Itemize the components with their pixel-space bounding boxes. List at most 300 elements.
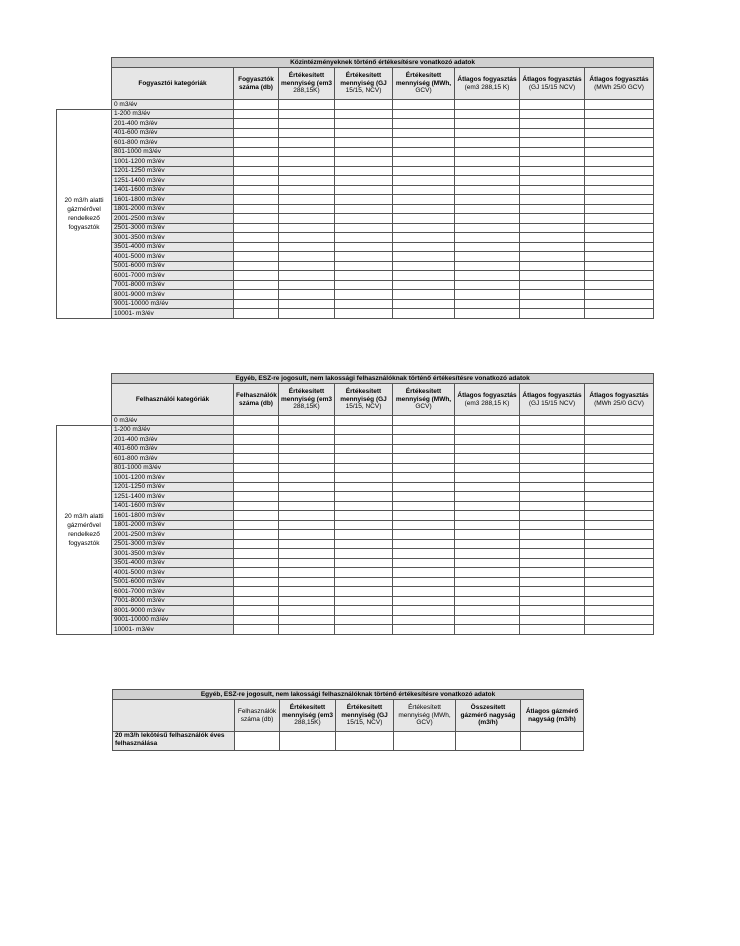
data-cell[interactable] (335, 625, 393, 635)
data-cell[interactable] (393, 520, 455, 530)
data-cell[interactable] (234, 261, 279, 271)
data-cell[interactable] (393, 261, 455, 271)
data-cell[interactable] (455, 166, 520, 176)
data-cell[interactable] (335, 492, 393, 502)
data-cell[interactable] (279, 290, 335, 300)
data-cell[interactable] (279, 195, 335, 205)
data-cell[interactable] (335, 109, 393, 119)
data-cell[interactable] (455, 539, 520, 549)
data-cell[interactable] (234, 587, 279, 597)
data-cell[interactable] (234, 577, 279, 587)
data-cell[interactable] (335, 587, 393, 597)
data-cell[interactable] (455, 147, 520, 157)
data-cell[interactable] (520, 587, 585, 597)
data-cell[interactable] (393, 482, 455, 492)
data-cell[interactable] (393, 157, 455, 167)
data-cell[interactable] (279, 242, 335, 252)
data-cell[interactable] (520, 558, 585, 568)
data-cell[interactable] (520, 473, 585, 483)
data-cell[interactable] (393, 252, 455, 262)
data-cell[interactable] (520, 242, 585, 252)
data-cell[interactable] (393, 109, 455, 119)
data-cell[interactable] (585, 100, 654, 110)
data-cell[interactable] (520, 577, 585, 587)
data-cell[interactable] (335, 463, 393, 473)
data-cell[interactable] (335, 309, 393, 319)
data-cell[interactable] (234, 138, 279, 148)
data-cell[interactable] (335, 100, 393, 110)
data-cell[interactable] (279, 271, 335, 281)
data-cell[interactable] (393, 530, 455, 540)
data-cell[interactable] (585, 473, 654, 483)
data-cell[interactable] (585, 416, 654, 426)
data-cell[interactable] (234, 596, 279, 606)
data-cell[interactable] (279, 100, 335, 110)
data-cell[interactable] (234, 606, 279, 616)
data-cell[interactable] (520, 223, 585, 233)
data-cell[interactable] (455, 100, 520, 110)
data-cell[interactable] (455, 577, 520, 587)
data-cell[interactable] (335, 549, 393, 559)
data-cell[interactable] (585, 176, 654, 186)
data-cell[interactable] (234, 568, 279, 578)
data-cell[interactable] (393, 596, 455, 606)
data-cell[interactable] (335, 185, 393, 195)
data-cell[interactable] (455, 195, 520, 205)
data-cell[interactable] (455, 299, 520, 309)
data-cell[interactable] (455, 425, 520, 435)
data-cell[interactable] (393, 615, 455, 625)
data-cell[interactable] (585, 444, 654, 454)
data-cell[interactable] (335, 558, 393, 568)
data-cell[interactable] (393, 587, 455, 597)
data-cell[interactable] (455, 109, 520, 119)
data-cell[interactable] (520, 501, 585, 511)
data-cell[interactable] (234, 435, 279, 445)
data-cell[interactable] (455, 606, 520, 616)
data-cell[interactable] (393, 176, 455, 186)
data-cell[interactable] (279, 530, 335, 540)
data-cell[interactable] (335, 454, 393, 464)
data-cell[interactable] (520, 463, 585, 473)
data-cell[interactable] (393, 100, 455, 110)
data-cell[interactable] (455, 482, 520, 492)
data-cell[interactable] (393, 625, 455, 635)
data-cell[interactable] (455, 568, 520, 578)
data-cell[interactable] (335, 166, 393, 176)
data-cell[interactable] (585, 558, 654, 568)
data-cell[interactable] (393, 214, 455, 224)
data-cell[interactable] (234, 166, 279, 176)
data-cell[interactable] (585, 435, 654, 445)
data-cell[interactable] (234, 233, 279, 243)
data-cell[interactable] (520, 299, 585, 309)
data-cell[interactable] (393, 416, 455, 426)
data-cell[interactable] (585, 530, 654, 540)
data-cell[interactable] (234, 280, 279, 290)
data-cell[interactable] (279, 299, 335, 309)
data-cell[interactable] (585, 261, 654, 271)
data-cell[interactable] (520, 482, 585, 492)
data-cell[interactable] (279, 252, 335, 262)
data-cell[interactable] (393, 280, 455, 290)
data-cell[interactable] (520, 100, 585, 110)
data-cell[interactable] (279, 473, 335, 483)
data-cell[interactable] (335, 511, 393, 521)
data-cell[interactable] (393, 539, 455, 549)
data-cell[interactable] (279, 577, 335, 587)
data-cell[interactable] (520, 549, 585, 559)
data-cell[interactable] (455, 492, 520, 502)
data-cell[interactable] (279, 539, 335, 549)
data-cell[interactable] (393, 309, 455, 319)
data-cell[interactable] (393, 223, 455, 233)
data-cell[interactable] (279, 309, 335, 319)
data-cell[interactable] (585, 119, 654, 129)
data-cell[interactable] (393, 606, 455, 616)
data-cell[interactable] (279, 157, 335, 167)
data-cell[interactable] (585, 309, 654, 319)
data-cell[interactable] (234, 539, 279, 549)
data-cell[interactable] (279, 587, 335, 597)
data-cell[interactable] (234, 185, 279, 195)
data-cell[interactable] (234, 242, 279, 252)
data-cell[interactable] (234, 482, 279, 492)
data-cell[interactable] (234, 128, 279, 138)
data-cell[interactable] (520, 435, 585, 445)
data-cell[interactable] (455, 128, 520, 138)
data-cell[interactable] (455, 252, 520, 262)
data-cell[interactable] (279, 435, 335, 445)
data-cell[interactable] (520, 416, 585, 426)
data-cell[interactable] (234, 473, 279, 483)
data-cell[interactable] (585, 242, 654, 252)
data-cell[interactable] (520, 109, 585, 119)
data-cell[interactable] (335, 416, 393, 426)
data-cell[interactable] (455, 157, 520, 167)
data-cell[interactable] (585, 492, 654, 502)
data-cell[interactable] (279, 233, 335, 243)
data-cell[interactable] (455, 204, 520, 214)
data-cell[interactable] (279, 416, 335, 426)
data-cell[interactable] (520, 157, 585, 167)
data-cell[interactable] (234, 299, 279, 309)
data-cell[interactable] (393, 299, 455, 309)
data-cell[interactable] (585, 147, 654, 157)
data-cell[interactable] (585, 501, 654, 511)
data-cell[interactable] (520, 147, 585, 157)
data-cell[interactable] (520, 185, 585, 195)
data-cell[interactable] (393, 568, 455, 578)
data-cell[interactable] (234, 223, 279, 233)
data-cell[interactable] (455, 233, 520, 243)
data-cell[interactable] (393, 147, 455, 157)
data-cell[interactable] (455, 520, 520, 530)
data-cell[interactable] (279, 606, 335, 616)
data-cell[interactable] (520, 444, 585, 454)
data-cell[interactable] (279, 482, 335, 492)
data-cell[interactable] (234, 454, 279, 464)
data-cell[interactable] (455, 242, 520, 252)
data-cell[interactable] (520, 252, 585, 262)
data-cell[interactable] (520, 596, 585, 606)
data-cell[interactable] (585, 214, 654, 224)
data-cell[interactable] (520, 309, 585, 319)
data-cell[interactable] (279, 204, 335, 214)
data-cell[interactable] (335, 214, 393, 224)
data-cell[interactable] (335, 482, 393, 492)
data-cell[interactable] (279, 444, 335, 454)
data-cell[interactable] (234, 549, 279, 559)
data-cell[interactable] (279, 261, 335, 271)
data-cell[interactable] (279, 492, 335, 502)
data-cell[interactable] (585, 185, 654, 195)
data-cell[interactable] (585, 157, 654, 167)
data-cell[interactable] (393, 204, 455, 214)
data-cell[interactable] (234, 195, 279, 205)
data-cell[interactable] (520, 138, 585, 148)
data-cell[interactable] (455, 549, 520, 559)
data-cell[interactable] (455, 511, 520, 521)
data-cell[interactable] (335, 520, 393, 530)
data-cell[interactable] (279, 166, 335, 176)
data-cell[interactable] (455, 625, 520, 635)
data-cell[interactable] (393, 119, 455, 129)
data-cell[interactable] (520, 568, 585, 578)
data-cell[interactable] (585, 252, 654, 262)
data-cell[interactable] (234, 463, 279, 473)
data-cell[interactable] (585, 568, 654, 578)
data-cell[interactable] (585, 511, 654, 521)
data-cell[interactable] (234, 511, 279, 521)
data-cell[interactable] (279, 511, 335, 521)
data-cell[interactable] (393, 166, 455, 176)
data-cell[interactable] (393, 444, 455, 454)
data-cell[interactable] (520, 606, 585, 616)
data-cell[interactable] (279, 138, 335, 148)
data-cell[interactable] (335, 128, 393, 138)
data-cell[interactable] (585, 128, 654, 138)
data-cell[interactable] (520, 530, 585, 540)
data-cell[interactable] (393, 233, 455, 243)
data-cell[interactable] (521, 732, 584, 751)
data-cell[interactable] (393, 128, 455, 138)
data-cell[interactable] (234, 109, 279, 119)
data-cell[interactable] (520, 615, 585, 625)
data-cell[interactable] (585, 290, 654, 300)
data-cell[interactable] (455, 587, 520, 597)
data-cell[interactable] (455, 176, 520, 186)
data-cell[interactable] (234, 271, 279, 281)
data-cell[interactable] (585, 204, 654, 214)
data-cell[interactable] (455, 138, 520, 148)
data-cell[interactable] (279, 596, 335, 606)
data-cell[interactable] (335, 147, 393, 157)
data-cell[interactable] (520, 176, 585, 186)
data-cell[interactable] (455, 119, 520, 129)
data-cell[interactable] (393, 195, 455, 205)
data-cell[interactable] (279, 549, 335, 559)
data-cell[interactable] (394, 732, 456, 751)
data-cell[interactable] (455, 290, 520, 300)
data-cell[interactable] (335, 290, 393, 300)
data-cell[interactable] (234, 157, 279, 167)
data-cell[interactable] (520, 280, 585, 290)
data-cell[interactable] (455, 530, 520, 540)
data-cell[interactable] (520, 195, 585, 205)
data-cell[interactable] (335, 530, 393, 540)
data-cell[interactable] (520, 204, 585, 214)
data-cell[interactable] (585, 223, 654, 233)
data-cell[interactable] (455, 416, 520, 426)
data-cell[interactable] (393, 290, 455, 300)
data-cell[interactable] (393, 463, 455, 473)
data-cell[interactable] (520, 166, 585, 176)
data-cell[interactable] (520, 425, 585, 435)
data-cell[interactable] (393, 473, 455, 483)
data-cell[interactable] (585, 539, 654, 549)
data-cell[interactable] (455, 309, 520, 319)
data-cell[interactable] (335, 435, 393, 445)
data-cell[interactable] (336, 732, 394, 751)
data-cell[interactable] (234, 615, 279, 625)
data-cell[interactable] (585, 138, 654, 148)
data-cell[interactable] (585, 166, 654, 176)
data-cell[interactable] (455, 214, 520, 224)
data-cell[interactable] (520, 214, 585, 224)
data-cell[interactable] (279, 425, 335, 435)
data-cell[interactable] (279, 119, 335, 129)
data-cell[interactable] (335, 138, 393, 148)
data-cell[interactable] (455, 185, 520, 195)
data-cell[interactable] (520, 290, 585, 300)
data-cell[interactable] (393, 435, 455, 445)
data-cell[interactable] (279, 214, 335, 224)
data-cell[interactable] (393, 577, 455, 587)
data-cell[interactable] (335, 425, 393, 435)
data-cell[interactable] (335, 261, 393, 271)
data-cell[interactable] (279, 147, 335, 157)
data-cell[interactable] (335, 119, 393, 129)
data-cell[interactable] (234, 425, 279, 435)
data-cell[interactable] (393, 138, 455, 148)
data-cell[interactable] (393, 549, 455, 559)
data-cell[interactable] (393, 454, 455, 464)
data-cell[interactable] (335, 176, 393, 186)
data-cell[interactable] (234, 147, 279, 157)
data-cell[interactable] (585, 463, 654, 473)
data-cell[interactable] (393, 558, 455, 568)
data-cell[interactable] (279, 463, 335, 473)
data-cell[interactable] (520, 539, 585, 549)
data-cell[interactable] (279, 109, 335, 119)
data-cell[interactable] (585, 549, 654, 559)
data-cell[interactable] (234, 252, 279, 262)
data-cell[interactable] (585, 271, 654, 281)
data-cell[interactable] (279, 520, 335, 530)
data-cell[interactable] (280, 732, 336, 751)
data-cell[interactable] (455, 473, 520, 483)
data-cell[interactable] (455, 558, 520, 568)
data-cell[interactable] (335, 157, 393, 167)
data-cell[interactable] (393, 511, 455, 521)
data-cell[interactable] (335, 568, 393, 578)
data-cell[interactable] (455, 501, 520, 511)
data-cell[interactable] (520, 119, 585, 129)
data-cell[interactable] (279, 176, 335, 186)
data-cell[interactable] (234, 290, 279, 300)
data-cell[interactable] (520, 261, 585, 271)
data-cell[interactable] (335, 444, 393, 454)
data-cell[interactable] (335, 195, 393, 205)
data-cell[interactable] (520, 511, 585, 521)
data-cell[interactable] (585, 587, 654, 597)
data-cell[interactable] (234, 119, 279, 129)
data-cell[interactable] (585, 195, 654, 205)
data-cell[interactable] (455, 435, 520, 445)
data-cell[interactable] (234, 492, 279, 502)
data-cell[interactable] (520, 492, 585, 502)
data-cell[interactable] (393, 185, 455, 195)
data-cell[interactable] (455, 280, 520, 290)
data-cell[interactable] (234, 176, 279, 186)
data-cell[interactable] (585, 615, 654, 625)
data-cell[interactable] (279, 128, 335, 138)
data-cell[interactable] (585, 109, 654, 119)
data-cell[interactable] (234, 309, 279, 319)
data-cell[interactable] (234, 214, 279, 224)
data-cell[interactable] (393, 501, 455, 511)
data-cell[interactable] (585, 454, 654, 464)
data-cell[interactable] (335, 299, 393, 309)
data-cell[interactable] (279, 185, 335, 195)
data-cell[interactable] (455, 271, 520, 281)
data-cell[interactable] (234, 530, 279, 540)
data-cell[interactable] (335, 280, 393, 290)
data-cell[interactable] (234, 520, 279, 530)
data-cell[interactable] (279, 280, 335, 290)
data-cell[interactable] (585, 299, 654, 309)
data-cell[interactable] (585, 606, 654, 616)
data-cell[interactable] (335, 577, 393, 587)
data-cell[interactable] (585, 482, 654, 492)
data-cell[interactable] (393, 271, 455, 281)
data-cell[interactable] (520, 625, 585, 635)
data-cell[interactable] (520, 233, 585, 243)
data-cell[interactable] (234, 625, 279, 635)
data-cell[interactable] (335, 501, 393, 511)
data-cell[interactable] (235, 732, 280, 751)
data-cell[interactable] (585, 625, 654, 635)
data-cell[interactable] (455, 615, 520, 625)
data-cell[interactable] (234, 100, 279, 110)
data-cell[interactable] (234, 416, 279, 426)
data-cell[interactable] (455, 261, 520, 271)
data-cell[interactable] (279, 568, 335, 578)
data-cell[interactable] (335, 204, 393, 214)
data-cell[interactable] (335, 252, 393, 262)
data-cell[interactable] (393, 492, 455, 502)
data-cell[interactable] (234, 444, 279, 454)
data-cell[interactable] (585, 425, 654, 435)
data-cell[interactable] (279, 558, 335, 568)
data-cell[interactable] (279, 454, 335, 464)
data-cell[interactable] (585, 520, 654, 530)
data-cell[interactable] (585, 577, 654, 587)
data-cell[interactable] (455, 223, 520, 233)
data-cell[interactable] (520, 128, 585, 138)
data-cell[interactable] (279, 501, 335, 511)
